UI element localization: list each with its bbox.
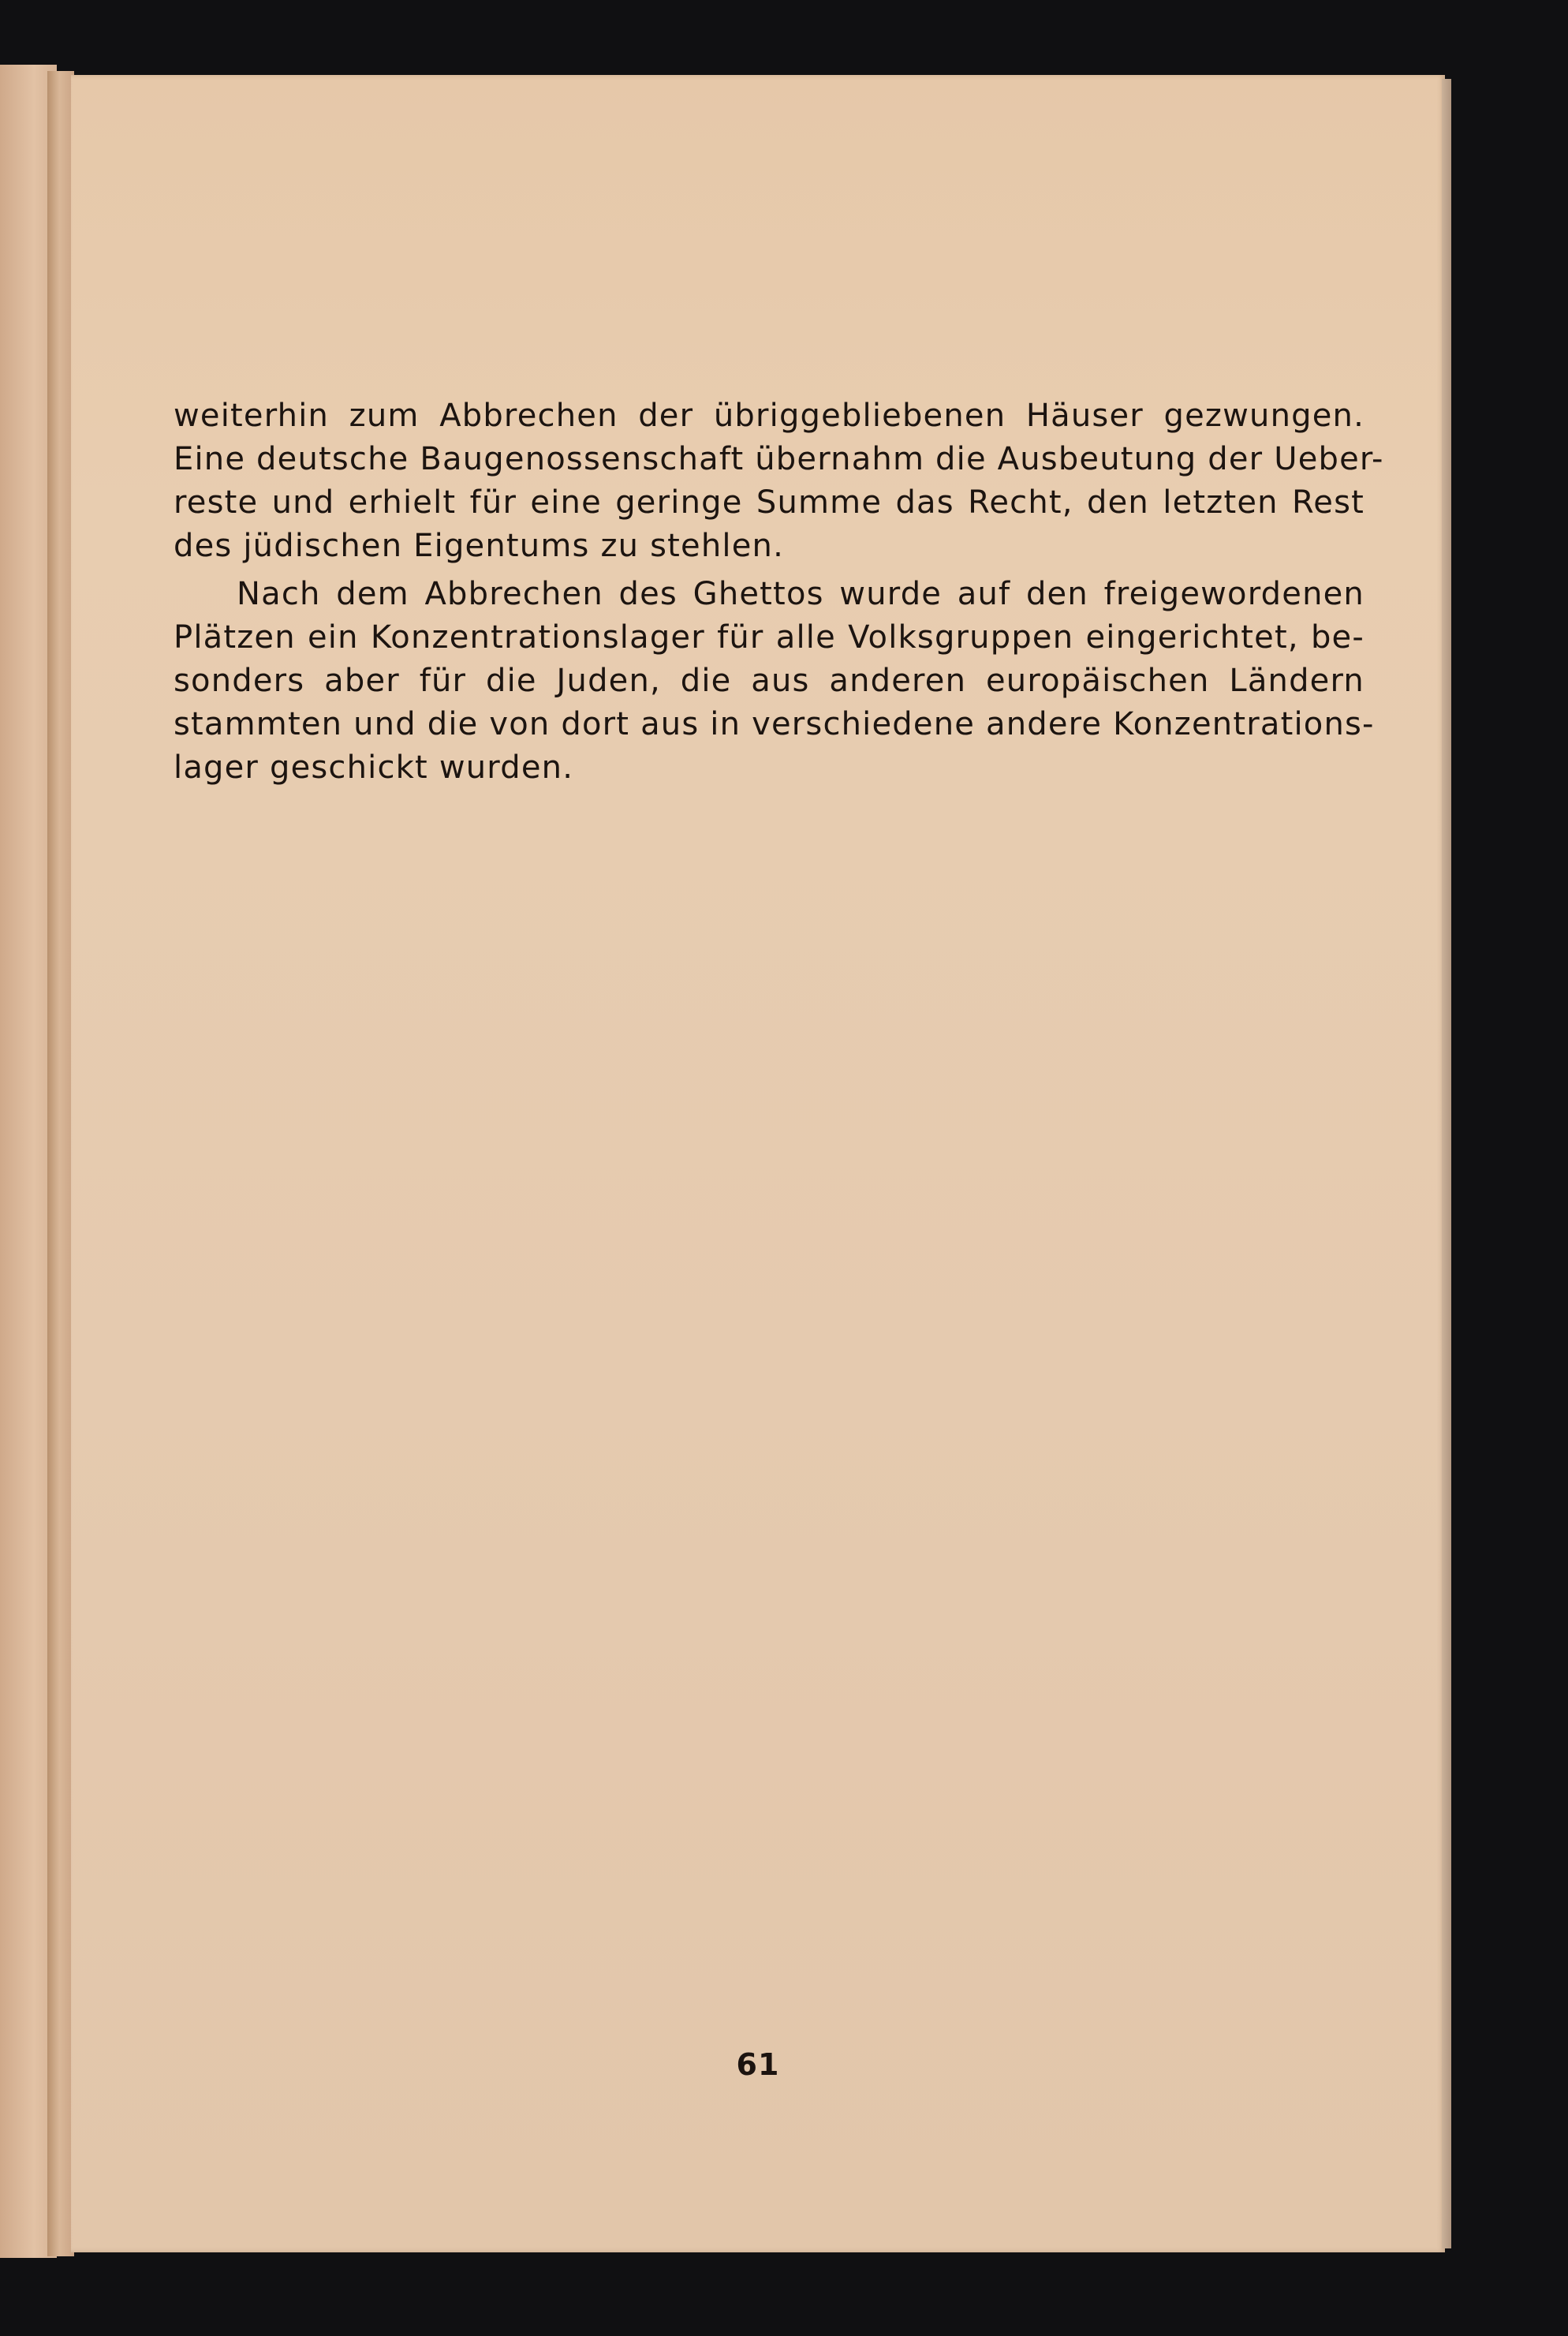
text-line: sonders aber für die Juden, die aus anderen europäischen Ländern xyxy=(174,663,1365,699)
text-line: Eine deutsche Baugenossenschaft übernahm die Ausbeutung der Ueber- xyxy=(174,441,1384,477)
text-line: des jüdischen Eigentums zu stehlen. xyxy=(174,528,785,564)
page-fore-edge xyxy=(1442,79,1451,2248)
text-line: weiterhin zum Abbrechen der übriggebliebenen Häuser gezwungen. xyxy=(174,398,1365,434)
body-text xyxy=(174,394,1384,794)
text-line: Nach dem Abbrechen des Ghettos wurde auf den freigewordenen xyxy=(237,576,1365,612)
paragraph-2 xyxy=(174,573,1375,790)
text-line: Plätzen ein Konzentrationslager für alle Volksgruppen eingerichtet, be- xyxy=(174,619,1365,656)
book-page xyxy=(71,75,1445,2252)
page-number: 61 xyxy=(736,2047,780,2082)
text-line: stammten und die von dort aus in verschiedene andere Konzentrations- xyxy=(174,706,1375,742)
text-line: reste und erhielt für eine geringe Summe das Recht, den letzten Rest xyxy=(174,484,1365,521)
book-gutter xyxy=(47,71,74,2256)
text-line: lager geschickt wurden. xyxy=(174,749,574,786)
paragraph-1 xyxy=(174,394,1384,568)
